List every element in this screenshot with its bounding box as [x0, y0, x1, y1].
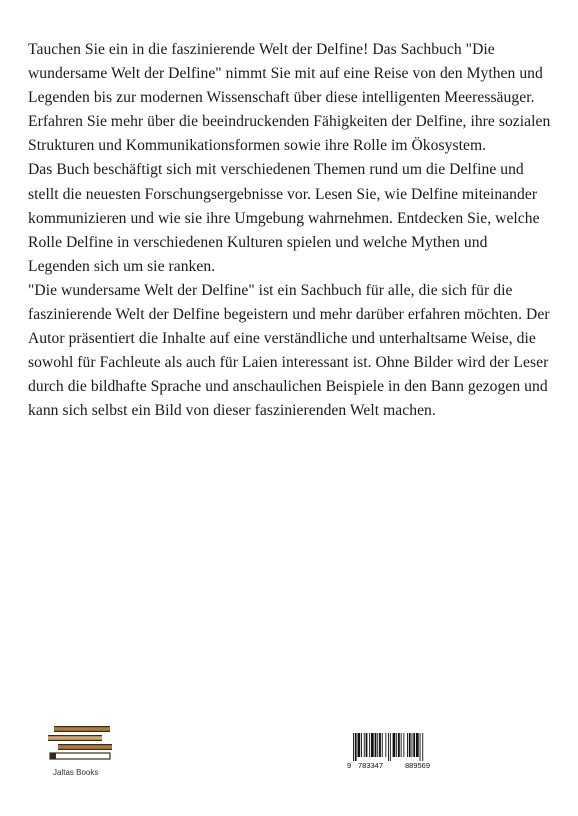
barcode-bar: [393, 733, 396, 757]
barcode-bar: [422, 733, 423, 761]
barcode-bar: [398, 733, 400, 757]
back-cover-text: [28, 38, 553, 424]
barcode-bar: [385, 733, 386, 757]
barcode-bar: [364, 733, 365, 757]
barcode-bar: [396, 733, 397, 757]
barcode-bar: [375, 733, 377, 757]
barcode-bar: [371, 733, 374, 757]
barcode-bar: [413, 733, 415, 757]
barcode-bar: [382, 733, 383, 757]
isbn-group-2: 889569: [405, 761, 431, 770]
publisher-name: Jaltas Books: [53, 768, 99, 777]
barcode-bar: [379, 733, 381, 757]
barcode-bar: [388, 733, 389, 761]
isbn-prefix-digit: 9: [347, 761, 352, 770]
isbn-barcode: [345, 733, 455, 773]
barcode-bar: [412, 733, 413, 757]
barcode-bar: [355, 733, 357, 761]
publisher-logo: [46, 720, 116, 780]
barcode-bars: [345, 733, 455, 761]
barcode-bar: [407, 733, 408, 757]
barcode-bar: [353, 733, 354, 761]
barcode-bar: [416, 733, 419, 757]
barcode-bar: [358, 733, 361, 757]
blurb-paragraph: "Die wundersame Welt der Delfine" ist ein Sachbuch für alle, die sich für die faszinierende Welt der Delfine begeistern und mehr darüber erfahren möchten. Der Autor präsentiert die Inhalte auf eine verständliche und unterhaltsame Weise, die sowohl für Fachleute als auch für Laien interessant ist. Ohne Bilder wird der Leser durch die bildhafte Sprache und anschaulichen Beispiele in den Bann gezogen und kann sich selbst ein Bild von dieser faszinierenden Welt machen.: [28, 281, 550, 420]
barcode-bar: [420, 733, 421, 761]
barcode-bar: [377, 733, 378, 757]
stacked-books-icon: [46, 720, 116, 766]
isbn-group-1: 783347: [358, 761, 384, 770]
blurb-paragraph: Tauchen Sie ein in die faszinierende Welt der Delfine! Das Sachbuch "Die wundersame Welt der Delfine" nimmt Sie mit auf eine Reise von den Mythen und Legenden bis zur modernen Wissenschaft über diese intelligenten Meeressäuger. Erfahren Sie mehr über die beeindruckenden Fähigkeiten der Delfine, ihre sozialen Strukturen und Kommunikationsformen sowie ihre Rolle im Ökosystem.: [28, 41, 551, 155]
barcode-bar: [390, 733, 391, 761]
barcode-bar: [403, 733, 404, 757]
barcode-bar: [369, 733, 370, 757]
barcode-bar: [401, 733, 402, 757]
barcode-bar: [409, 733, 411, 757]
barcode-bar: [361, 733, 362, 757]
barcode-bar: [366, 733, 368, 757]
blurb-paragraph: Das Buch beschäftigt sich mit verschiedenen Themen rund um die Delfine und stellt die neuesten Forschungsergebnisse vor. Lesen Sie, wie Delfine miteinander kommunizieren und wie sie ihre Umgebung wahrnehmen. Entdecken Sie, welche Rolle Delfine in verschiedenen Kulturen spielen und welche Mythen und Legenden sich um sie ranken.: [28, 161, 540, 275]
